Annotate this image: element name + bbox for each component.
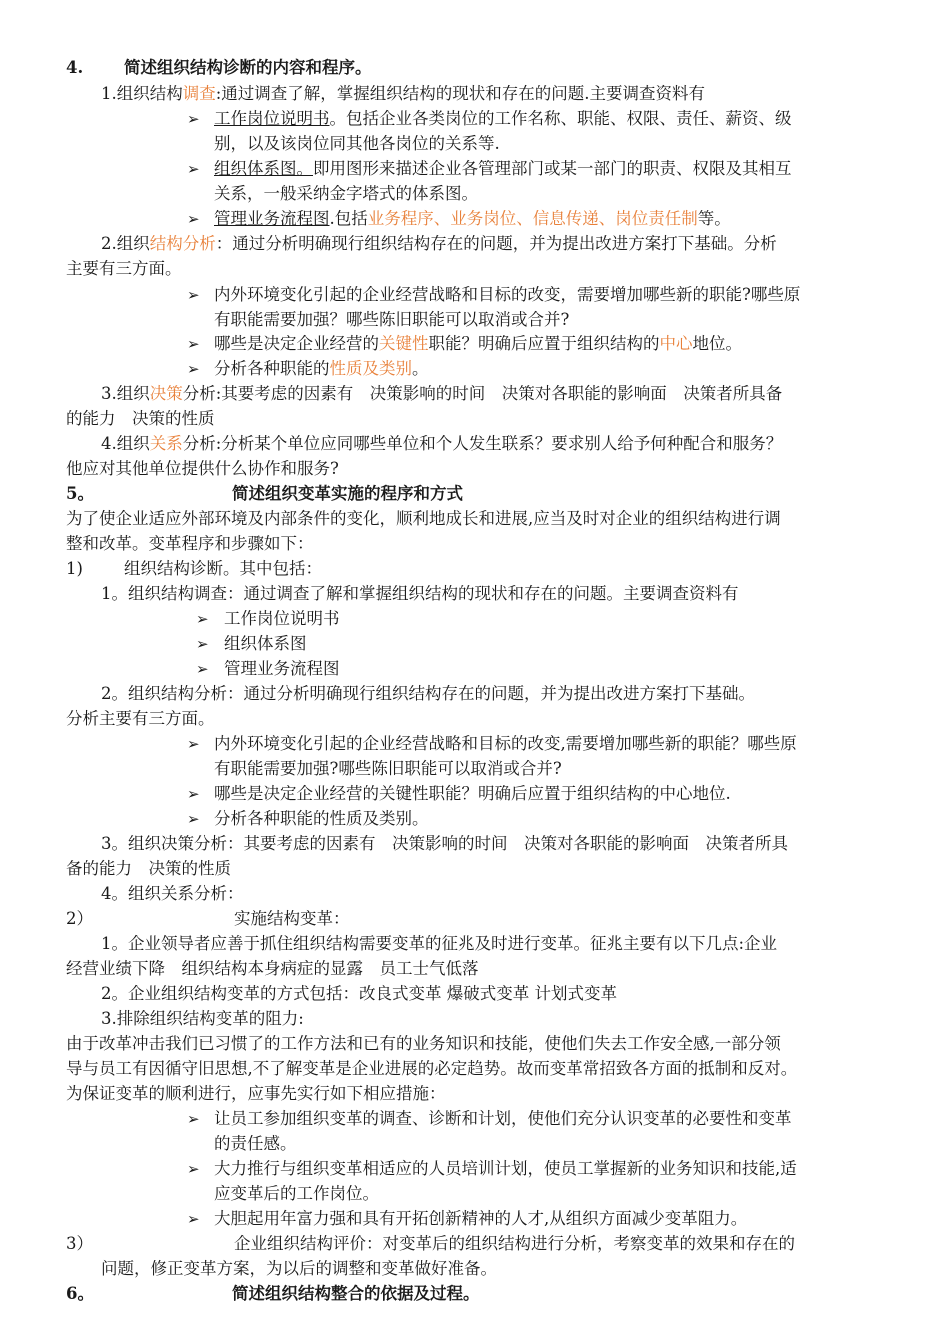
- q5-p1-s4: 4。组织关系分析：: [101, 884, 244, 903]
- bullet-arrow-icon: ➢: [187, 810, 200, 828]
- q5-p2-b1-line1: 让员工参加组织变革的调查、诊断和计划，使他们充分认识变革的必要性和变革: [214, 1109, 792, 1128]
- q4-s2-b1-line2: 有职能需要加强？哪些陈旧职能可以取消或合并?: [214, 310, 570, 329]
- bullet-arrow-icon: ➢: [187, 1110, 200, 1128]
- q4-s2-line2: 主要有三方面。: [66, 259, 182, 278]
- q4-s2-b3: 分析各种职能的性质及类别。: [214, 359, 429, 378]
- q5-p2-s3-para-line1: 由于改革冲击我们已习惯了的工作方法和已有的业务知识和技能，使他们失去工作安全感,一部分领: [66, 1034, 781, 1053]
- bullet-arrow-icon: ➢: [187, 110, 200, 128]
- q5-p1-s1-item: 工作岗位说明书: [224, 609, 340, 628]
- q5-p1-s2-b2: 哪些是决定企业经营的关键性职能？明确后应置于组织结构的中心地位.: [214, 784, 731, 803]
- q5-p1-s1-item: 管理业务流程图: [224, 659, 340, 678]
- q5-p1-s3-line2: 备的能力 决策的性质: [66, 859, 231, 878]
- q4-number: 4.: [66, 58, 84, 77]
- q4-b1-line1: 工作岗位说明书。包括企业各类岗位的工作名称、职能、权限、责任、薪资、级: [214, 109, 792, 128]
- q5-intro-line1: 为了使企业适应外部环境及内部条件的变化，顺利地成长和进展,应当及时对企业的组织结构进行调: [66, 509, 781, 528]
- bullet-arrow-icon: ➢: [196, 660, 209, 678]
- q4-s4: 4.组织关系分析:分析某个单位应同哪些单位和个人发生联系？要求别人给予何种配合和服务？: [101, 434, 783, 453]
- q5-p2-s1-line2: 经营业绩下降 组织结构本身病症的显露 员工士气低落: [66, 959, 479, 978]
- q4-s4-line2: 他应对其他单位提供什么协作和服务?: [66, 459, 339, 478]
- q5-p2-number: 2）: [66, 909, 93, 928]
- q6-number: 6。: [66, 1284, 94, 1303]
- q4-s1: 1.组织结构调查:通过调查了解，掌握组织结构的现状和存在的问题.主要调查资料有: [101, 84, 706, 103]
- bullet-arrow-icon: ➢: [187, 335, 200, 353]
- q4-s2: 2.组织结构分析：通过分析明确现行组织结构存在的问题，并为提出改进方案打下基础。分析: [101, 234, 777, 253]
- q4-b1-line2: 别，以及该岗位同其他各岗位的关系等.: [214, 134, 500, 153]
- q5-p3-number: 3）: [66, 1234, 93, 1253]
- q5-number: 5。: [66, 484, 94, 503]
- q5-p1-s2-b1-line2: 有职能需要加强?哪些陈旧职能可以取消或合并?: [214, 759, 562, 778]
- bullet-arrow-icon: ➢: [187, 1210, 200, 1228]
- q6-title: 简述组织结构整合的依据及过程。: [232, 1284, 480, 1303]
- q5-p1-s3-line1: 3。组织决策分析：其要考虑的因素有 决策影响的时间 决策对各职能的影响面 决策者所具: [101, 834, 788, 853]
- q5-p3-line2: 问题，修正变革方案，为以后的调整和变革做好准备。: [101, 1259, 497, 1278]
- q4-s3-line2: 的能力 决策的性质: [66, 409, 215, 428]
- bullet-arrow-icon: ➢: [196, 635, 209, 653]
- q5-p1-s2-line1: 2。组织结构分析：通过分析明确现行组织结构存在的问题，并为提出改进方案打下基础。: [101, 684, 755, 703]
- bullet-arrow-icon: ➢: [187, 1160, 200, 1178]
- q5-p2-s3-para-line2: 导与员工有因循守旧思想,不了解变革是企业进展的必定趋势。故而变革常招致各方面的抵制和反对。: [66, 1059, 798, 1078]
- q5-p1-number: 1): [66, 559, 83, 578]
- q4-s2-b1-line1: 内外环境变化引起的企业经营战略和目标的改变，需要增加哪些新的职能?哪些原: [214, 285, 801, 304]
- q4-s3: 3.组织决策分析:其要考虑的因素有 决策影响的时间 决策对各职能的影响面 决策者所具备: [101, 384, 783, 403]
- q4-s2-b2: 哪些是决定企业经营的关键性职能？明确后应置于组织结构的中心地位。: [214, 334, 742, 353]
- q4-title: 简述组织结构诊断的内容和程序。: [124, 58, 372, 77]
- q5-title: 简述组织变革实施的程序和方式: [232, 484, 463, 503]
- q5-p3-line1: 企业组织结构评价：对变革后的组织结构进行分析，考察变革的效果和存在的: [234, 1234, 795, 1253]
- bullet-arrow-icon: ➢: [187, 160, 200, 178]
- q5-p1-s2-b3: 分析各种职能的性质及类别。: [214, 809, 429, 828]
- q5-intro-line2: 整和改革。变革程序和步骤如下：: [66, 534, 314, 553]
- bullet-arrow-icon: ➢: [196, 610, 209, 628]
- q5-p1-s2-b1-line1: 内外环境变化引起的企业经营战略和目标的改变,需要增加哪些新的职能？哪些原: [214, 734, 797, 753]
- q5-p2-s2: 2。企业组织结构变革的方式包括：改良式变革 爆破式变革 计划式变革: [101, 984, 617, 1003]
- bullet-arrow-icon: ➢: [187, 735, 200, 753]
- q5-p2-s3-para-line3: 为保证变革的顺利进行，应事先实行如下相应措施：: [66, 1084, 446, 1103]
- q5-p2-b2-line1: 大力推行与组织变革相适应的人员培训计划，使员工掌握新的业务知识和技能,适: [214, 1159, 797, 1178]
- q5-p2-b1-line2: 的责任感。: [214, 1134, 297, 1153]
- q5-p2-b2-line2: 应变革后的工作岗位。: [214, 1184, 379, 1203]
- q5-p2-s3: 3.排除组织结构变革的阻力:: [101, 1009, 304, 1028]
- q5-p1-s1: 1。组织结构调查：通过调查了解和掌握组织结构的现状和存在的问题。主要调查资料有: [101, 584, 739, 603]
- bullet-arrow-icon: ➢: [187, 210, 200, 228]
- q4-b3: 管理业务流程图.包括业务程序、业务岗位、信息传递、岗位责任制等。: [214, 209, 731, 228]
- q5-p1-s1-item: 组织体系图: [224, 634, 307, 653]
- q5-p2-s1-line1: 1。企业领导者应善于抓住组织结构需要变革的征兆及时进行变革。征兆主要有以下几点:企业: [101, 934, 778, 953]
- q5-p1-text: 组织结构诊断。其中包括：: [124, 559, 322, 578]
- bullet-arrow-icon: ➢: [187, 286, 200, 304]
- q5-p2-b3: 大胆起用年富力强和具有开拓创新精神的人才,从组织方面减少变革阻力。: [214, 1209, 748, 1228]
- q4-b2-line2: 关系，一般采纳金字塔式的体系图。: [214, 184, 478, 203]
- q5-p2-text: 实施结构变革：: [234, 909, 350, 928]
- q4-b2-line1: 组织体系图。即用图形来描述企业各管理部门或某一部门的职责、权限及其相互: [214, 159, 792, 178]
- bullet-arrow-icon: ➢: [187, 785, 200, 803]
- q5-p1-s2-line2: 分析主要有三方面。: [66, 709, 215, 728]
- bullet-arrow-icon: ➢: [187, 360, 200, 378]
